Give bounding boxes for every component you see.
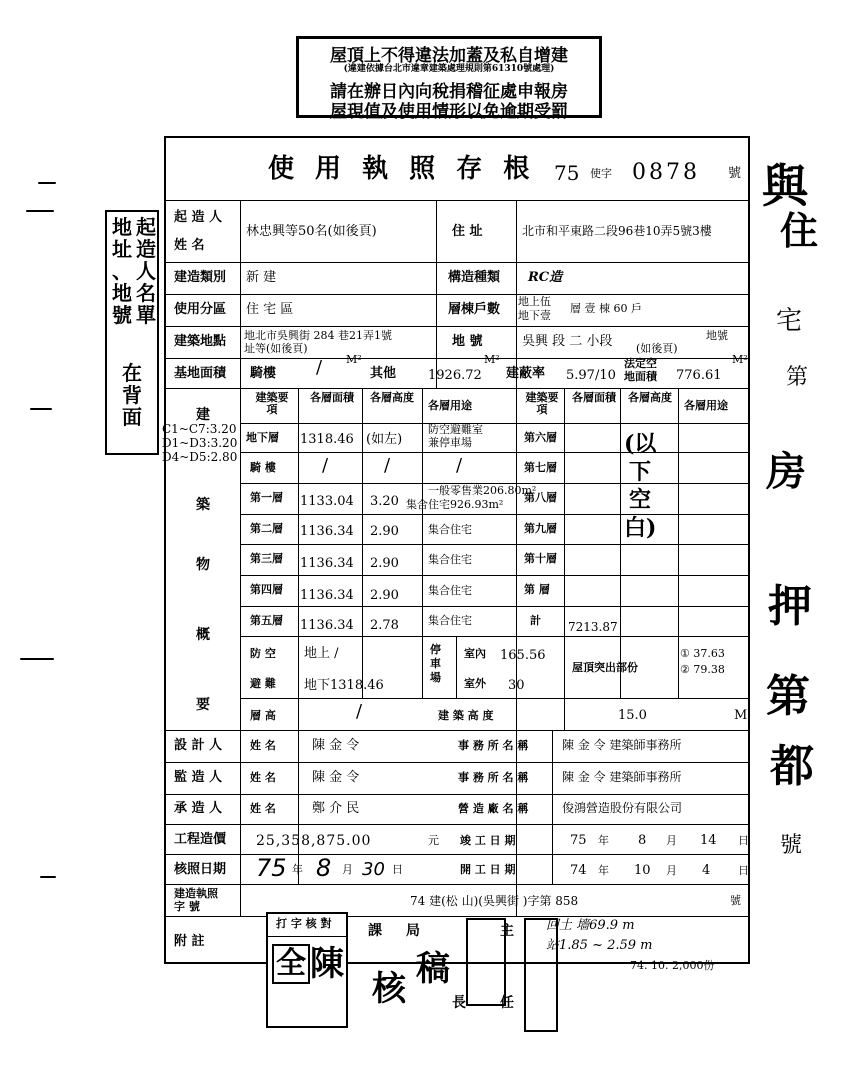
issue-year: 75 [256,854,287,882]
right-margin-overleaf: 與 住 宅 第 房 押 第 都 號 [762,159,819,858]
issue-month: 8 [316,854,332,882]
floor-height-label: 層 高 [250,709,276,722]
parking-outside-label: 室外 [464,677,486,690]
parking-inside-label: 室內 [464,647,486,660]
typist-check-label: 打 字 核 對 [276,917,332,930]
seal-gao: 稿 [416,949,450,989]
floors-units-count: 層 壹 棟 60 戶 [570,302,642,315]
designer-name: 陳 金 令 [312,738,360,753]
floor-name: 騎 樓 [250,461,276,474]
floor-height: 2.90 [370,524,399,539]
completion-day: 14 [700,833,717,848]
building-height-value: 15.0 [618,708,647,723]
top-warning-stamp [296,36,602,122]
lot-label: 地 號 [452,334,483,349]
month-label: 月 [666,834,677,847]
shelter-label-2: 避 難 [250,677,276,690]
building-height-label: 建 築 高 度 [438,709,494,722]
issue-date-label: 核照日期 [174,862,227,877]
form-title: 使 用 執 照 存 根 [268,154,536,184]
floor-use-2: 集合住宅926.93m² [406,498,504,511]
rule [166,884,750,885]
seal-label-ju: 局 [406,923,420,939]
arcade-value: / [316,357,323,378]
rule [166,326,750,327]
month-label: 月 [342,863,353,876]
scan-mark [26,210,54,212]
hdr-item-2: 建築要項 [525,391,559,416]
year-label: 年 [292,863,303,876]
floor-area: 1136.34 [300,556,354,571]
completion-month: 8 [638,833,647,848]
rule [268,936,346,937]
stamp-line-4: 屋現值及使用情形以免逾期受罰 [330,102,568,122]
lot-note: (如後頁) [636,342,678,355]
location-line-2: 址等(如後頁) [244,342,308,355]
day-label: 日 [392,863,403,876]
rule [456,636,457,698]
floor-area: / [322,455,329,476]
floor-name-right: 第八層 [524,491,557,504]
owner-label-2: 姓 名 [174,238,205,253]
contractor-label: 承 造 人 [174,801,223,816]
floors-units-label: 層棟戶數 [448,302,501,317]
section-char: 物 [196,557,210,573]
start-date-label: 開 工 日 期 [460,863,516,876]
remarks-label: 附 註 [174,934,205,949]
cost-unit: 元 [428,834,439,847]
section-char: 築 [196,497,210,513]
other-area-unit: M² [484,353,500,366]
height-note: C1~C7:3.20 [162,422,237,436]
rule [166,262,750,263]
supervisor-office-label: 事 務 所 名 稱 [458,771,529,784]
supervisor-name-label: 姓 名 [250,771,276,784]
designer-label: 設 計 人 [174,738,223,753]
long-seal [524,918,558,1032]
floor-name-right: 計 [530,614,541,627]
permit-year: 75 [554,161,580,185]
parking-inside-value: 165.56 [500,648,546,663]
seal-he: 核 [372,969,406,1009]
rule [166,762,750,763]
floor-use: 集合住宅 [428,584,472,597]
floor-name-right: 第 層 [524,583,550,596]
floor-height-value: / [356,701,363,722]
floor-use: 防空避難室 [428,423,483,436]
shelter-label-1: 防 空 [250,647,276,660]
building-height-unit: M [734,708,748,723]
floor-name-right: 第七層 [524,461,557,474]
roof-protrusion-2: ② 79.38 [680,663,725,676]
hdr-area: 各層面積 [310,391,354,404]
supervisor-label: 監 造 人 [174,770,223,785]
square-seal [466,918,506,1006]
rule [166,388,750,389]
floor-use: 一般零售業206.80m² [428,484,537,497]
legal-open-unit: M² [732,353,748,366]
floor-height: 2.78 [370,618,399,633]
floor-height: (如左) [366,432,403,447]
floor-use: 集合住宅 [428,614,472,627]
blank-below-note: (以 下 空 白) [624,431,657,541]
rule [240,452,750,453]
rule [298,730,299,884]
issue-day: 30 [362,859,385,880]
rule [166,794,750,795]
section-char: 建 [196,407,210,423]
roof-protrusion-label: 屋頂突出部份 [572,661,638,674]
floor-area: 1136.34 [300,524,354,539]
rule [564,388,565,730]
rule [362,388,363,698]
roof-protrusion-1: ① 37.63 [680,647,725,660]
contractor-name: 鄭 介 民 [312,801,360,816]
parking-label: 場 [430,671,441,684]
lot-number-label: 地號 [706,329,728,342]
seal-quan: 全 [272,944,310,984]
coverage-label: 建蔽率 [506,366,546,381]
rule [240,423,750,424]
rule [240,636,750,637]
rule [240,544,750,545]
supervisor-name: 陳 金 令 [312,770,360,785]
year-label: 年 [598,864,609,877]
stamp-line-3: 請在辦日內向稅捐稽征處申報房 [330,82,568,102]
other-area-label: 其他 [370,366,397,381]
parking-label: 車 [430,657,441,670]
floor-name: 第五層 [250,614,283,627]
floor-use: / [456,455,463,476]
start-day: 4 [702,863,711,878]
height-note: D1~D3:3.20 [162,436,238,450]
location-line-1: 地北市吳興街 284 巷21弄1號 [244,329,392,342]
contractor-office: 俊鴻營造股份有限公司 [562,801,683,815]
legal-open-label-1: 法定空 [624,357,657,370]
floor-name: 第三層 [250,552,283,565]
seal-chen: 陳 [310,944,344,984]
floor-name: 第四層 [250,583,283,596]
scan-mark [20,658,54,660]
use-permit-stub-form [164,136,750,964]
rule [240,698,750,699]
floor-name: 第二層 [250,522,283,535]
typist-check-box [266,912,348,1028]
floor-name-right: 第九層 [524,522,557,535]
owner-address: 北市和平東路二段96巷10弄5號3樓 [522,224,712,238]
permit-prefix: 使字 [590,167,612,180]
rule [166,730,750,731]
floor-area: 1318.46 [300,432,354,447]
contractor-office-label: 營 造 廠 名 稱 [458,802,529,815]
side-col-2: 地 址 、 地 號 [112,215,132,327]
rule [240,606,750,607]
floor-area: 1133.04 [300,494,354,509]
rule [620,388,621,698]
legal-open-label-2: 地面積 [624,370,657,383]
rule [166,854,750,855]
lot-section: 吳興 段 二 小段 [522,334,613,349]
floor-area: 1136.34 [300,588,354,603]
supervisor-office: 陳 金 令 建築師事務所 [562,770,682,784]
owner-addr-label: 住 址 [452,224,483,239]
rule [166,294,750,295]
owner-list-note-box [105,210,159,455]
floor-use-2: 兼停車場 [428,436,472,449]
seal-label-ke: 課 [368,923,382,939]
shelter-below: 地下1318.46 [304,678,384,693]
stamp-line-2: (違建依據台北市違章建築處理規則第61310號處理) [343,64,555,74]
side-col-1: 起 造 人 名 單 [136,215,156,327]
arcade-label: 騎樓 [250,366,277,381]
permit-suffix: 號 [728,166,742,181]
rule [240,514,750,515]
scan-mark [38,182,56,184]
day-label: 日 [738,834,749,847]
rule [240,200,241,916]
total-area: 7213.87 [568,620,618,634]
remarks-note-1: 回土 墻69.9 m [546,918,635,933]
build-permit-label-1: 建造執照 [174,887,218,900]
section-char: 要 [196,697,210,713]
rule [552,730,553,884]
seal-label-zhang: 長 [452,995,466,1011]
structure-value: RC造 [528,270,563,285]
floor-name-right: 第六層 [524,431,557,444]
start-month: 10 [634,863,651,878]
section-char: 概 [196,627,210,643]
contractor-name-label: 姓 名 [250,802,276,815]
rule [166,358,750,359]
scan-mark [30,408,52,410]
rule [166,200,750,201]
month-label: 月 [666,864,677,877]
designer-office: 陳 金 令 建築師事務所 [562,738,682,752]
site-area-label: 基地面積 [174,366,227,381]
floor-height: / [384,455,391,476]
floor-area: 1136.34 [300,618,354,633]
floor-use: 集合住宅 [428,523,472,536]
seal-label-zhu: 主 [500,923,514,939]
stamp-line-1: 屋頂上不得違法加蓋及私自增建 [330,46,568,66]
hdr-height-2: 各層高度 [628,391,672,404]
build-permit-suffix: 號 [730,894,741,907]
parking-outside-value: 30 [508,678,525,693]
permit-number: 0878 [632,160,700,185]
year-label: 年 [598,834,609,847]
cost-label: 工程造價 [174,832,227,847]
rule [678,388,679,698]
floors-below: 地下壹 [518,309,551,322]
floor-height: 2.90 [370,588,399,603]
structure-label: 構造種類 [448,270,501,285]
day-label: 日 [738,864,749,877]
hdr-use: 各層用途 [428,399,472,412]
side-col-3: 在 背 面 [122,361,142,429]
designer-office-label: 事 務 所 名 稱 [458,739,529,752]
location-label: 建築地點 [174,334,227,349]
legal-open-area: 776.61 [676,368,722,383]
zone-value: 住 宅 區 [246,302,294,317]
floors-above: 地上伍 [518,295,551,308]
build-permit-label-2: 字 號 [174,900,200,913]
rule [422,388,423,698]
zone-label: 使用分區 [174,302,227,317]
cost-value: 25,358,875.00 [256,833,372,849]
hdr-item: 建築要項 [255,391,289,416]
designer-name-label: 姓 名 [250,739,276,752]
scan-mark [40,876,56,878]
floor-name-right: 第十層 [524,552,557,565]
seal-label-ren: 任 [500,995,514,1011]
owner-name: 林忠興等50名(如後頁) [246,224,377,239]
hdr-height: 各層高度 [370,391,414,404]
arcade-unit: M² [346,353,362,366]
remarks-note-2: 站1.85 ~ 2.59 m [546,938,653,953]
build-type-label: 建造類別 [174,270,227,285]
build-permit-number: 74 建(松 山)(吳興街 )字第 858 [410,894,579,908]
rule [436,200,437,388]
height-note: D4~D5:2.80 [162,450,238,464]
other-area-value: 1926.72 [428,368,482,383]
completion-date-label: 竣 工 日 期 [460,834,516,847]
build-type-value: 新 建 [246,270,277,285]
rule [166,824,750,825]
start-year: 74 [570,863,587,878]
floor-name: 地下層 [246,431,279,444]
floor-height: 3.20 [370,494,399,509]
shelter-above: 地上 / [304,646,339,661]
completion-year: 75 [570,833,587,848]
floor-use: 集合住宅 [428,553,472,566]
coverage-ratio: 5.97/10 [566,368,616,383]
form-print-note: 74. 10. 2,000份 [630,959,715,972]
hdr-area-2: 各層面積 [572,391,616,404]
floor-name: 第一層 [250,491,283,504]
parking-label: 停 [430,643,441,656]
floor-height: 2.90 [370,556,399,571]
owner-label-1: 起 造 人 [174,210,223,225]
rule [240,575,750,576]
approval-seals [350,910,556,1040]
hdr-use-2: 各層用途 [684,399,728,412]
